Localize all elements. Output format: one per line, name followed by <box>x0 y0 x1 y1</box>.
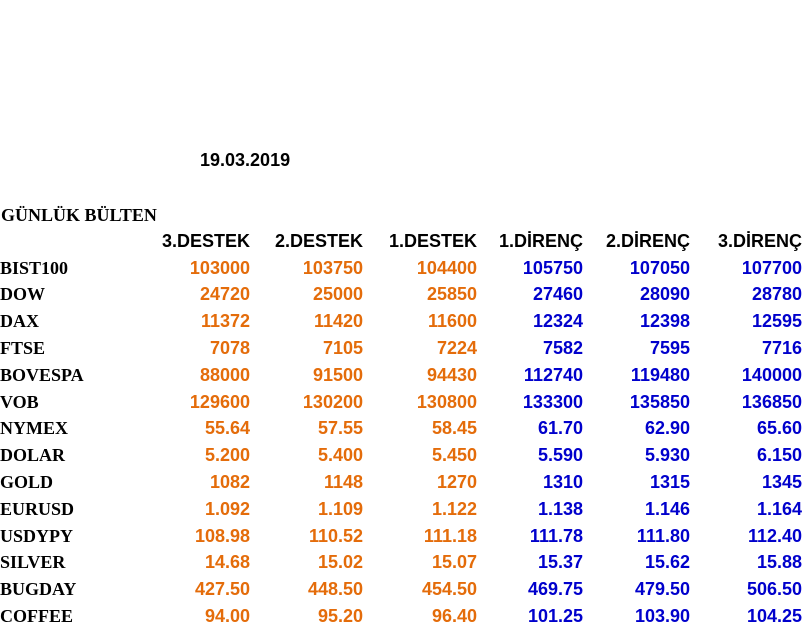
instrument-name: COFFEE <box>0 606 74 627</box>
level-resistance-2: 1.146 <box>644 498 690 519</box>
level-support-2: 95.20 <box>317 606 363 627</box>
level-support-2: 5.400 <box>317 445 363 466</box>
bulletin-date: 19.03.2019 <box>200 150 291 170</box>
level-resistance-3: 6.150 <box>756 445 802 466</box>
instrument-name: EURUSD <box>0 498 75 519</box>
table-row <box>0 255 802 282</box>
level-support-2: 25000 <box>312 284 363 305</box>
level-support-1: 111.18 <box>423 525 477 546</box>
table-row <box>0 362 802 389</box>
header-support-1: 1.DESTEK <box>388 230 477 251</box>
header-support-3: 3.DESTEK <box>161 230 250 251</box>
level-support-3: 427.50 <box>194 579 250 600</box>
level-resistance-2: 12398 <box>639 311 690 332</box>
level-resistance-1: 105750 <box>522 257 583 278</box>
level-resistance-2: 135850 <box>629 391 690 412</box>
level-resistance-1: 101.25 <box>527 606 583 627</box>
level-support-3: 7078 <box>209 338 250 359</box>
level-support-3: 94.00 <box>204 606 250 627</box>
level-support-1: 58.45 <box>431 418 477 439</box>
level-resistance-2: 103.90 <box>634 606 690 627</box>
level-resistance-1: 61.70 <box>537 418 583 439</box>
level-resistance-3: 28780 <box>751 284 802 305</box>
level-resistance-3: 107700 <box>741 257 802 278</box>
table-row <box>0 576 802 603</box>
level-resistance-1: 469.75 <box>527 579 583 600</box>
header-row <box>0 228 802 255</box>
level-resistance-2: 28090 <box>639 284 690 305</box>
level-resistance-2: 15.62 <box>644 552 690 573</box>
level-resistance-2: 479.50 <box>634 579 690 600</box>
level-support-2: 11420 <box>313 311 363 332</box>
level-support-3: 11372 <box>200 311 250 332</box>
table-row <box>0 442 802 469</box>
level-resistance-3: 104.25 <box>746 606 802 627</box>
header-support-2: 2.DESTEK <box>274 230 363 251</box>
instrument-name: NYMEX <box>0 418 68 439</box>
level-support-2: 91500 <box>312 364 363 385</box>
table-row <box>0 282 802 309</box>
level-support-2: 1148 <box>323 472 363 493</box>
level-support-3: 55.64 <box>204 418 250 439</box>
level-resistance-3: 140000 <box>741 364 802 385</box>
level-resistance-2: 62.90 <box>644 418 690 439</box>
instrument-name: DAX <box>0 311 39 332</box>
level-resistance-3: 506.50 <box>746 579 802 600</box>
level-resistance-3: 65.60 <box>756 418 802 439</box>
level-support-1: 130800 <box>416 391 477 412</box>
table-row <box>0 389 802 416</box>
level-support-2: 130200 <box>302 391 363 412</box>
table-row <box>0 496 802 523</box>
table-row <box>0 603 802 630</box>
instrument-name: BOVESPA <box>0 364 84 385</box>
level-support-2: 15.02 <box>317 552 363 573</box>
level-resistance-3: 1.164 <box>756 498 802 519</box>
level-resistance-1: 133300 <box>522 391 583 412</box>
level-support-1: 11600 <box>427 311 477 332</box>
table-row <box>0 335 802 362</box>
level-resistance-1: 5.590 <box>537 445 583 466</box>
level-resistance-3: 12595 <box>751 311 802 332</box>
instrument-name: DOLAR <box>0 445 66 466</box>
header-resistance-2: 2.DİRENÇ <box>605 230 690 251</box>
instrument-name: USDYPY <box>0 525 74 546</box>
level-support-1: 104400 <box>416 257 477 278</box>
level-support-1: 15.07 <box>431 552 477 573</box>
instrument-name: BIST100 <box>0 257 69 278</box>
level-resistance-2: 107050 <box>629 257 690 278</box>
level-resistance-1: 112740 <box>523 364 583 385</box>
level-support-2: 448.50 <box>307 579 363 600</box>
header-resistance-1: 1.DİRENÇ <box>498 230 583 251</box>
header-instrument <box>0 228 140 255</box>
level-support-1: 94430 <box>426 364 477 385</box>
level-support-3: 1082 <box>209 472 250 493</box>
level-resistance-1: 27460 <box>532 284 583 305</box>
level-resistance-2: 111.80 <box>636 525 690 546</box>
bulletin-title: GÜNLÜK BÜLTEN <box>1 205 157 225</box>
level-support-2: 57.55 <box>317 418 363 439</box>
level-resistance-1: 1310 <box>542 472 583 493</box>
instrument-name: BUGDAY <box>0 579 77 600</box>
level-resistance-2: 1315 <box>649 472 690 493</box>
level-support-1: 5.450 <box>431 445 477 466</box>
level-resistance-2: 119480 <box>630 364 690 385</box>
level-support-1: 454.50 <box>421 579 477 600</box>
level-support-3: 108.98 <box>194 525 250 546</box>
level-resistance-2: 5.930 <box>644 445 690 466</box>
table-row <box>0 308 802 335</box>
level-support-1: 96.40 <box>431 606 477 627</box>
level-support-1: 1.122 <box>431 498 477 519</box>
level-resistance-1: 111.78 <box>529 525 583 546</box>
level-resistance-3: 1345 <box>761 472 802 493</box>
instrument-name: DOW <box>0 284 45 305</box>
level-resistance-3: 136850 <box>741 391 802 412</box>
level-support-1: 7224 <box>436 338 477 359</box>
levels-table <box>0 228 802 630</box>
level-resistance-1: 15.37 <box>537 552 583 573</box>
instrument-name: GOLD <box>0 472 54 493</box>
level-support-1: 1270 <box>436 472 477 493</box>
level-support-3: 5.200 <box>204 445 250 466</box>
header-resistance-3: 3.DİRENÇ <box>717 230 802 251</box>
table-row <box>0 523 802 550</box>
table-row <box>0 469 802 496</box>
level-resistance-1: 12324 <box>532 311 583 332</box>
level-support-2: 103750 <box>302 257 363 278</box>
level-resistance-1: 7582 <box>542 338 583 359</box>
level-resistance-3: 7716 <box>761 338 802 359</box>
table-row <box>0 416 802 443</box>
level-support-2: 7105 <box>322 338 363 359</box>
level-support-3: 14.68 <box>204 552 250 573</box>
table-row <box>0 550 802 577</box>
level-support-2: 110.52 <box>308 525 363 546</box>
level-support-2: 1.109 <box>317 498 363 519</box>
level-resistance-2: 7595 <box>649 338 690 359</box>
level-support-3: 129600 <box>189 391 250 412</box>
level-resistance-3: 15.88 <box>756 552 802 573</box>
level-resistance-3: 112.40 <box>747 525 802 546</box>
level-support-3: 88000 <box>199 364 250 385</box>
instrument-name: FTSE <box>0 338 46 359</box>
level-support-3: 24720 <box>199 284 250 305</box>
level-support-3: 1.092 <box>204 498 250 519</box>
instrument-name: SILVER <box>0 552 66 573</box>
level-support-3: 103000 <box>189 257 250 278</box>
level-support-1: 25850 <box>426 284 477 305</box>
instrument-name: VOB <box>0 391 39 412</box>
level-resistance-1: 1.138 <box>537 498 583 519</box>
